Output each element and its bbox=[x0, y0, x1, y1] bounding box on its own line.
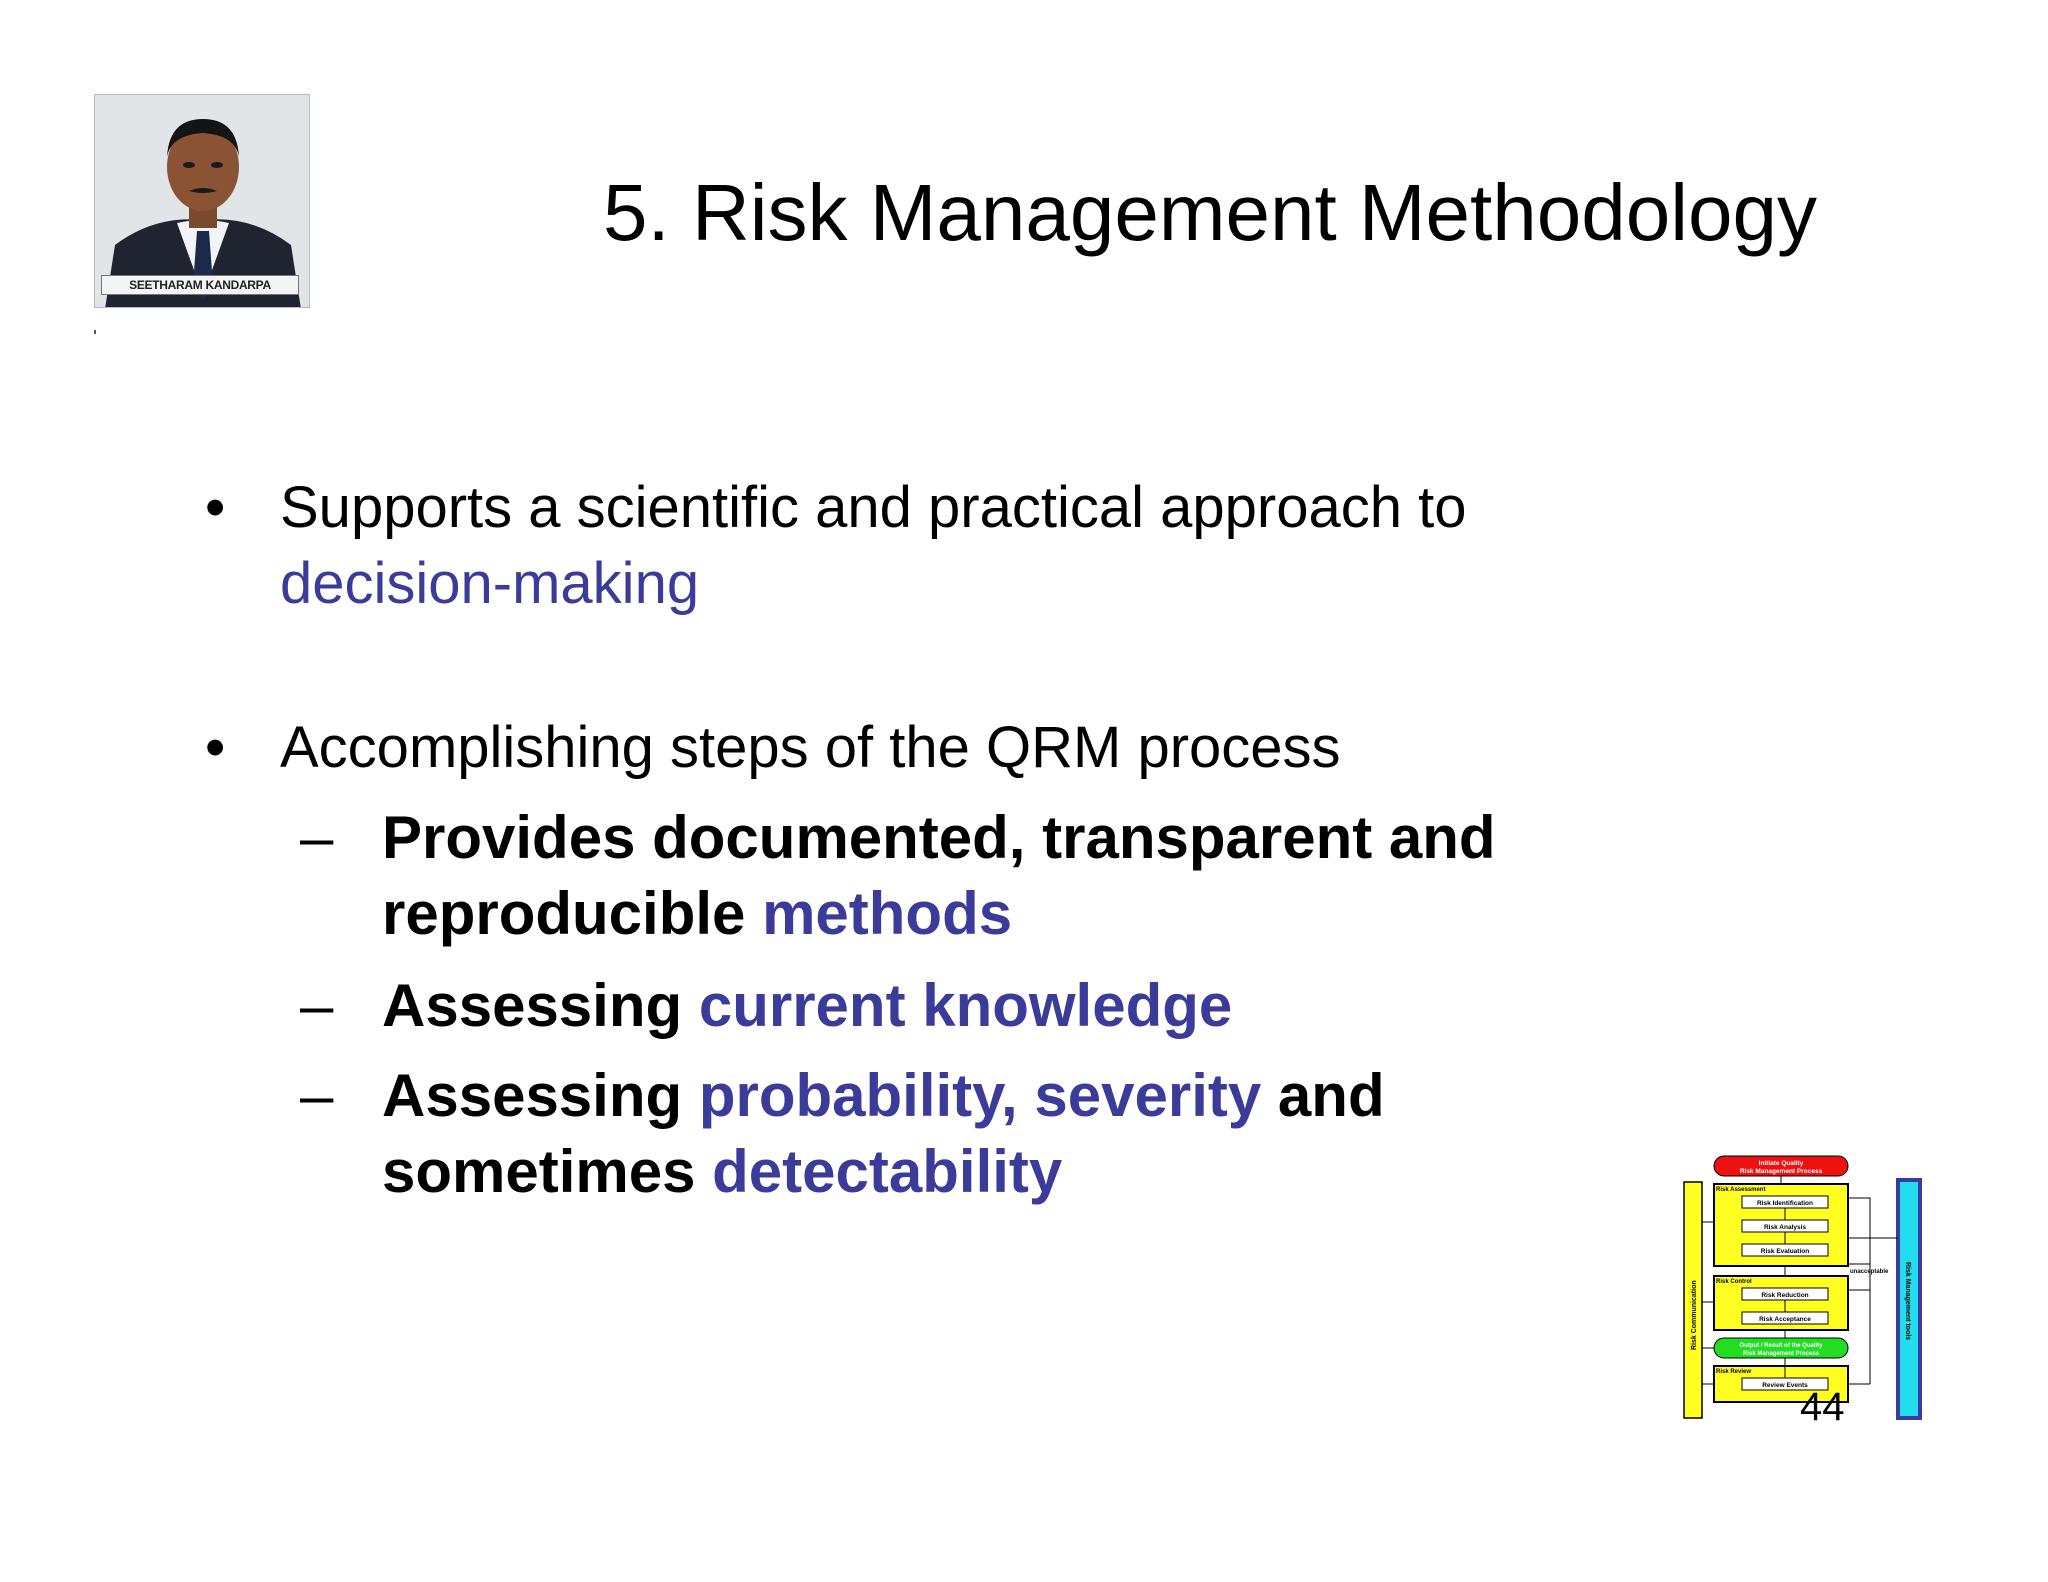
risk-reduction-label: Risk Reduction bbox=[1761, 1292, 1809, 1299]
initiate-label-1: Initiate Quality bbox=[1758, 1160, 1804, 1167]
text-run-highlight: detectability bbox=[712, 1138, 1063, 1205]
bullet-line: Supports a scientific and practical approach to bbox=[280, 475, 1467, 540]
bullet-text: Accomplishing steps of the QRM process bbox=[280, 715, 1341, 780]
output-label-2: Risk Management Process bbox=[1742, 1351, 1820, 1357]
risk-assessment-label: Risk Assessment bbox=[1716, 1187, 1766, 1193]
sub-bullet-marker: – bbox=[300, 972, 334, 1039]
output-label-1: Output / Result of the Quality bbox=[1739, 1343, 1823, 1349]
bullet-marker: • bbox=[205, 475, 226, 540]
page-number: 44 bbox=[1800, 1385, 1845, 1429]
sub-bullet-line bbox=[382, 876, 1682, 952]
sub-bullet-line bbox=[382, 1058, 1682, 1134]
sub-bullet-line bbox=[382, 1134, 1682, 1210]
text-run: and bbox=[1261, 1062, 1385, 1129]
initiate-label-2: Risk Management Process bbox=[1739, 1168, 1823, 1175]
sub-bullet-text bbox=[382, 1058, 1682, 1210]
risk-analysis-label: Risk Analysis bbox=[1763, 1224, 1807, 1231]
risk-management-tools-label: Risk Management tools bbox=[1904, 1262, 1911, 1341]
risk-acceptance-label: Risk Acceptance bbox=[1759, 1316, 1811, 1323]
risk-evaluation-label: Risk Evaluation bbox=[1760, 1248, 1810, 1255]
unacceptable-loop bbox=[1848, 1264, 1870, 1290]
risk-identification-label: Risk Identification bbox=[1757, 1200, 1813, 1207]
bullet-text bbox=[280, 470, 1640, 622]
sub-bullet-marker: – bbox=[300, 1062, 334, 1129]
text-run-highlight: methods bbox=[762, 880, 1013, 947]
text-run-highlight: current knowledge bbox=[698, 972, 1233, 1039]
sub-bullet-line: Provides documented, transparent and bbox=[382, 804, 1496, 871]
review-events-label: Review Events bbox=[1762, 1382, 1808, 1389]
risk-communication-label: Risk Communication bbox=[1691, 1280, 1698, 1350]
sub-bullet-marker: – bbox=[300, 804, 334, 871]
text-run-highlight: probability, severity bbox=[698, 1062, 1262, 1129]
presenter-photo bbox=[94, 94, 310, 308]
photo-caption: SEETHARAM KANDARPA bbox=[101, 275, 299, 295]
unacceptable-label: unacceptable bbox=[1850, 1269, 1889, 1275]
slide-title: 5. Risk Management Methodology bbox=[603, 168, 1817, 257]
bullet-marker: • bbox=[205, 715, 226, 780]
text-run: Assessing bbox=[382, 972, 699, 1039]
sub-bullet-text bbox=[382, 968, 1682, 1044]
text-run: reproducible bbox=[382, 880, 763, 947]
stray-mark bbox=[94, 330, 96, 334]
feedback-line bbox=[1848, 1198, 1870, 1264]
text-run: sometimes bbox=[382, 1138, 713, 1205]
sub-bullet-text bbox=[382, 800, 1682, 952]
risk-control-label: Risk Control bbox=[1716, 1279, 1752, 1285]
risk-review-label: Risk Review bbox=[1716, 1369, 1752, 1375]
bullet-line-highlight: decision-making bbox=[280, 551, 700, 616]
text-run: Assessing bbox=[382, 1062, 699, 1129]
